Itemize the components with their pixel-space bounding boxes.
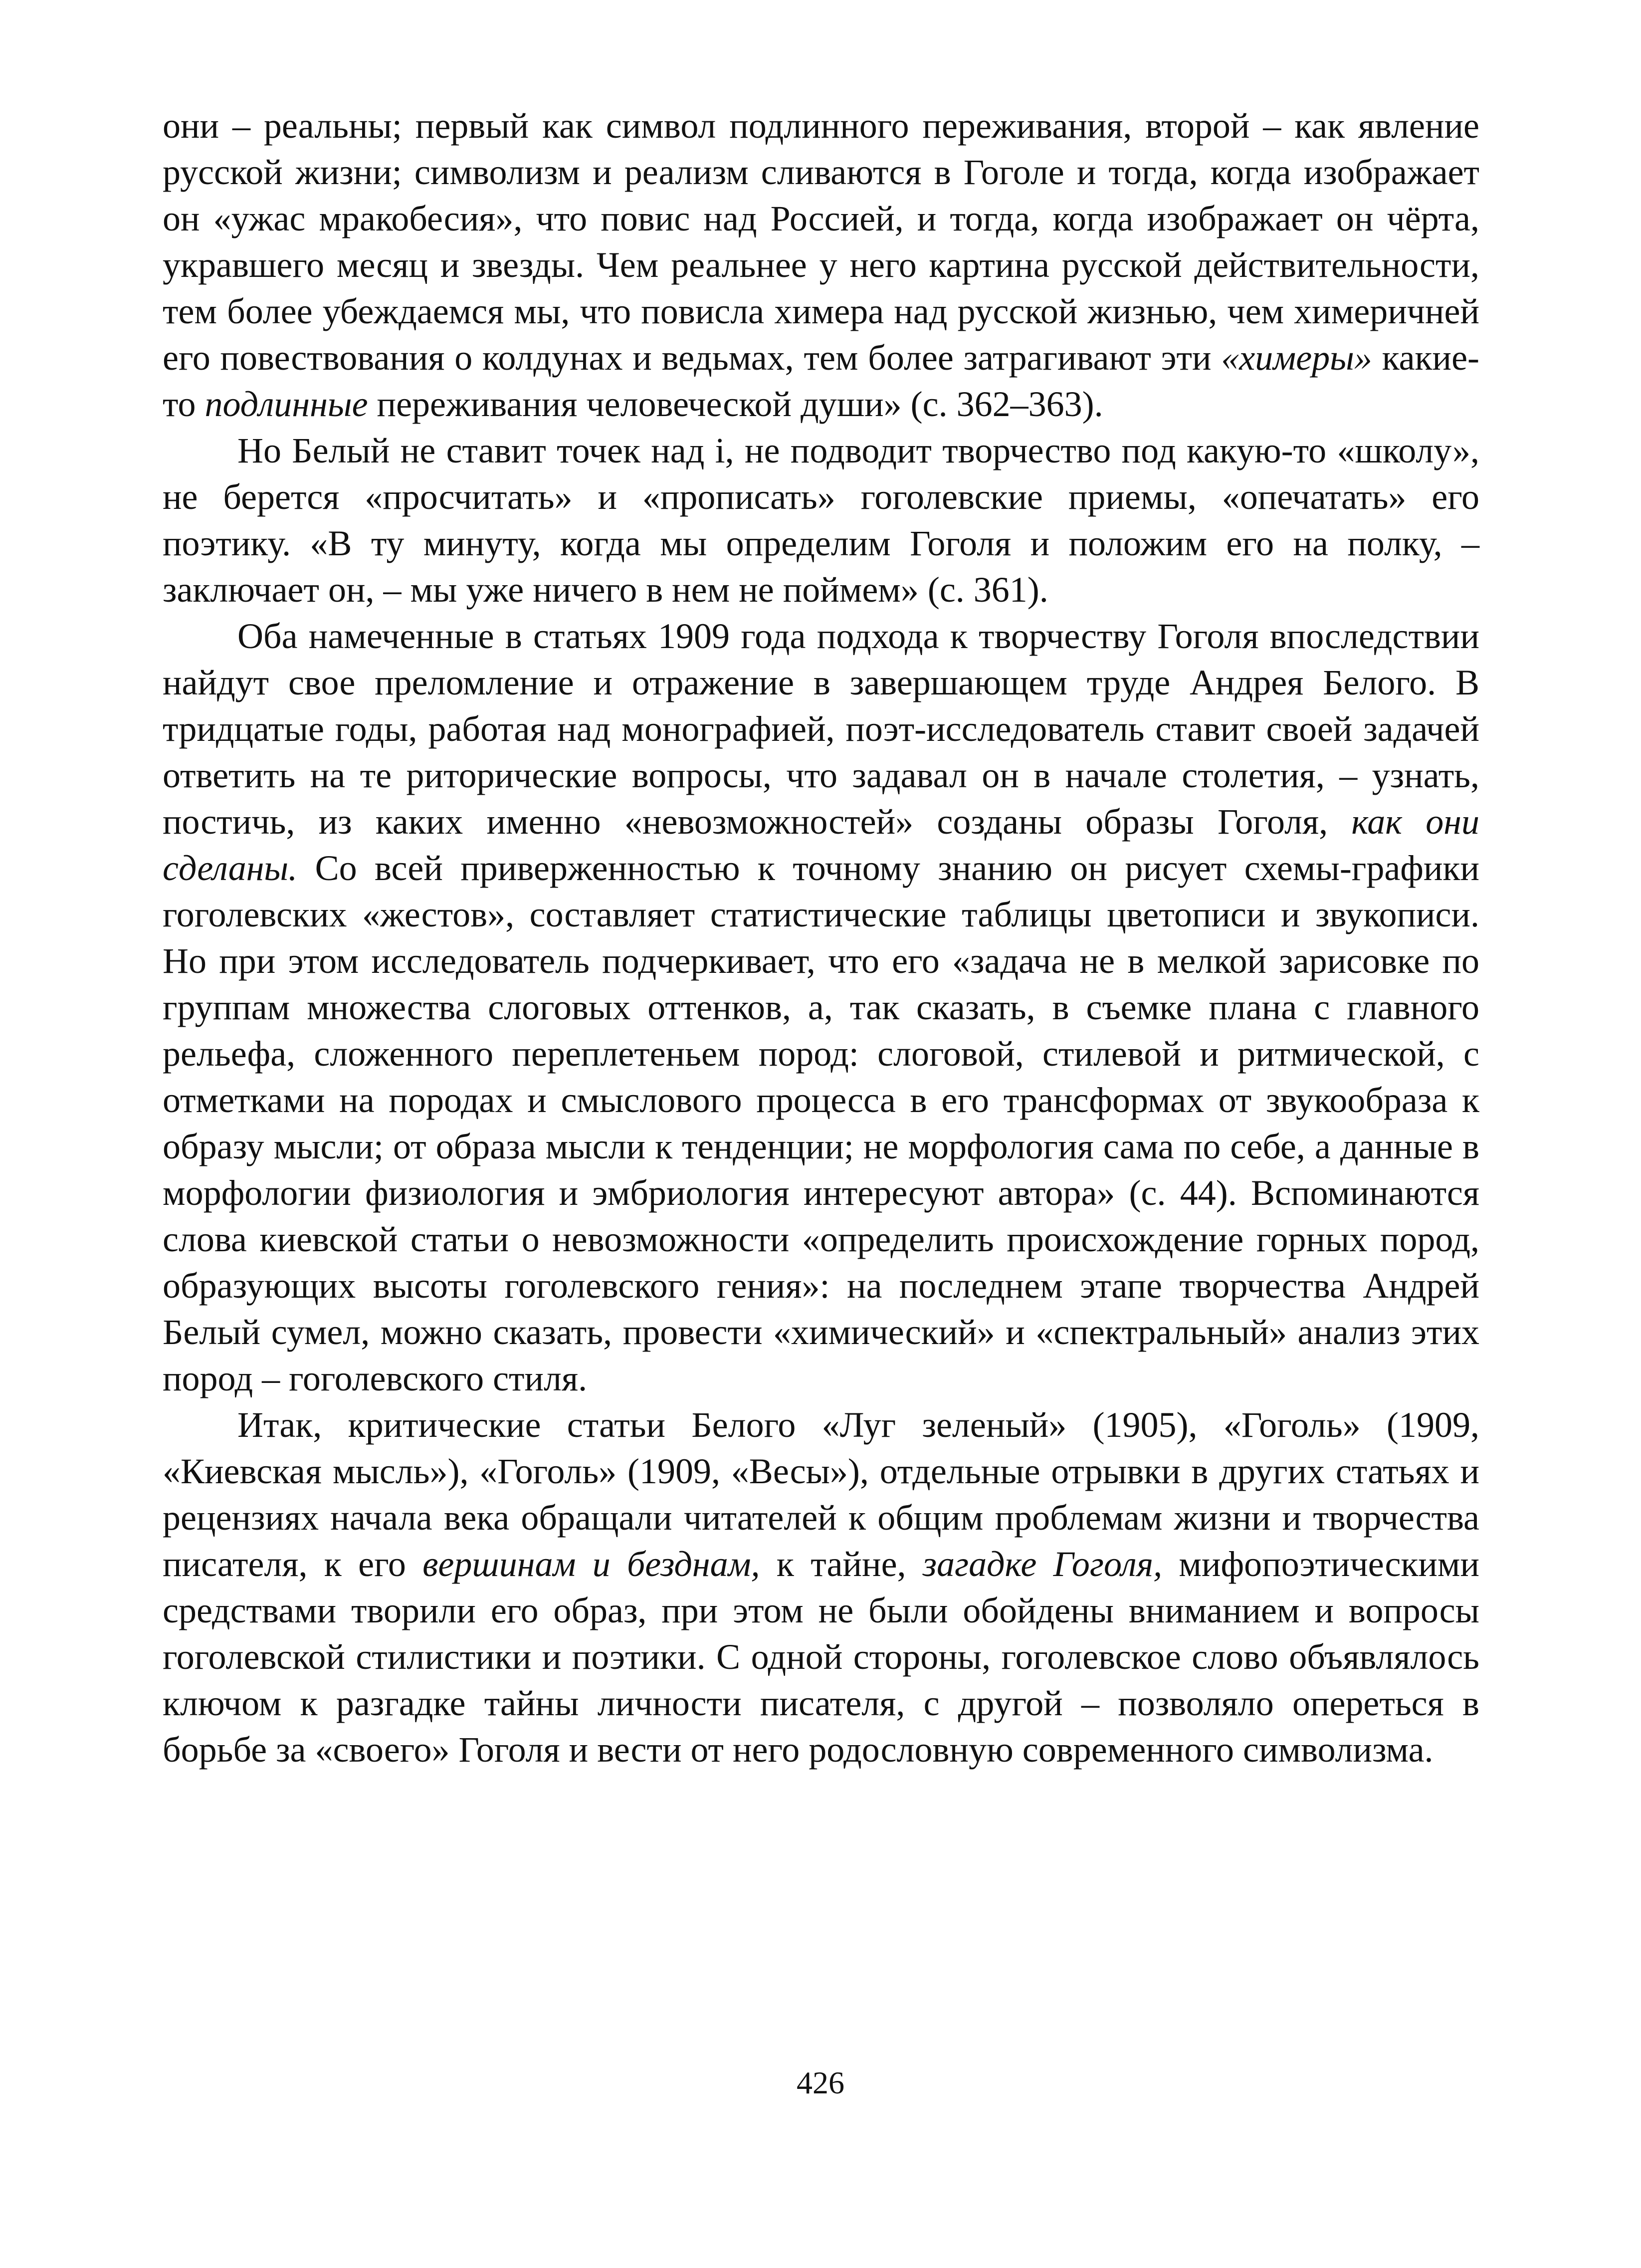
paragraph-1-run-1: они – реальны; первый как символ подлинного переживания, второй – как явление русской жизни; символизм и реализм сливаются в Гоголе и тогда, когда изображает он «ужас мракобесия», что повис над Россией, и тогда, когда изображает он чёрта, укравшего месяц и звезды. Чем реальнее у него картина русской действительности, тем более убеждаемся мы, что повисла химера над русской жизнью, чем химеричней его повествования о колдунах и ведьмах, тем более затрагивают эти bbox=[163, 106, 1479, 378]
paragraph-1-run-5: переживания человеческой души» (с. 362–363). bbox=[368, 384, 1103, 424]
page-number: 426 bbox=[797, 2065, 844, 2100]
paragraph-2 bbox=[163, 428, 1479, 613]
paragraph-2-run-1: Но Белый не ставит точек над i, не подводит творчество под какую-то «школу», не берется «просчитать» и «прописать» гоголевские приемы, «опечатать» его поэтику. «В ту минуту, когда мы определим Гоголя и положим его на полку, – заключает он, – мы уже ничего в нем не поймем» (с. 361). bbox=[163, 431, 1479, 610]
paragraph-4 bbox=[163, 1402, 1479, 1773]
paragraph-1-run-3: какие-то bbox=[163, 338, 1479, 424]
paragraph-3-run-2: как они сделаны. bbox=[163, 802, 1479, 888]
paragraph-1-run-4: подлинные bbox=[205, 384, 368, 424]
page-body bbox=[163, 103, 1479, 1773]
paragraph-1 bbox=[163, 103, 1479, 428]
paragraph-4-run-3: к тайне, bbox=[760, 1544, 923, 1584]
paragraph-1-run-2: «химеры» bbox=[1221, 338, 1372, 378]
paragraph-4-run-5: мифопоэтическими средствами творили его образ, при этом не были обойдены вниманием и вопросы гоголевской стилистики и поэтики. С одной стороны, гоголевское слово объявлялось ключом к разгадке тайны личности писателя, с другой – позволяло опереться в борьбе за «своего» Гоголя и вести от него родословную современного символизма. bbox=[163, 1544, 1479, 1770]
paragraph-3-run-1: Оба намеченные в статьях 1909 года подхода к творчеству Гоголя впоследствии найдут свое преломление и отражение в завершающем труде Андрея Белого. В тридцатые годы, работая над монографией, поэт-исследователь ставит своей задачей ответить на те риторические вопросы, что задавал он в начале столетия, – узнать, постичь, из каких именно «невозможностей» созданы образы Гоголя, bbox=[163, 616, 1479, 842]
paragraph-4-run-1: Итак, критические статьи Белого «Луг зеленый» (1905), «Гоголь» (1909, «Киевская мысль»), «Гоголь» (1909, «Весы»), отдельные отрывки в других статьях и рецензиях начала века обращали читателей к общим проблемам жизни и творчества писателя, к его bbox=[163, 1405, 1479, 1584]
paragraph-3 bbox=[163, 613, 1479, 1402]
paragraph-4-run-4: загадке Гоголя, bbox=[922, 1544, 1163, 1584]
paragraph-4-run-2: вершинам и безднам, bbox=[422, 1544, 760, 1584]
paragraph-3-run-3: Со всей приверженностью к точному знанию он рисует схемы-графики гоголевских «жестов», составляет статистические таблицы цветописи и звукописи. Но при этом исследователь подчеркивает, что его «задача не в мелкой зарисовке по группам множества слоговых оттенков, а, так сказать, в съемке плана с главного рельефа, сложенного переплетеньем пород: слоговой, стилевой и ритмической, с отметками на породах и смыслового процесса в его трансформах от звукообраза к образу мысли; от образа мысли к тенденции; не морфология сама по себе, а данные в морфологии физиология и эмбриология интересуют автора» (с. 44). Вспоминаются слова киевской статьи о невозможности «определить происхождение горных пород, образующих высоты гоголевского гения»: на последнем этапе творчества Андрей Белый сумел, можно сказать, провести «химический» и «спектральный» анализ этих пород – гоголевского стиля. bbox=[163, 848, 1479, 1398]
